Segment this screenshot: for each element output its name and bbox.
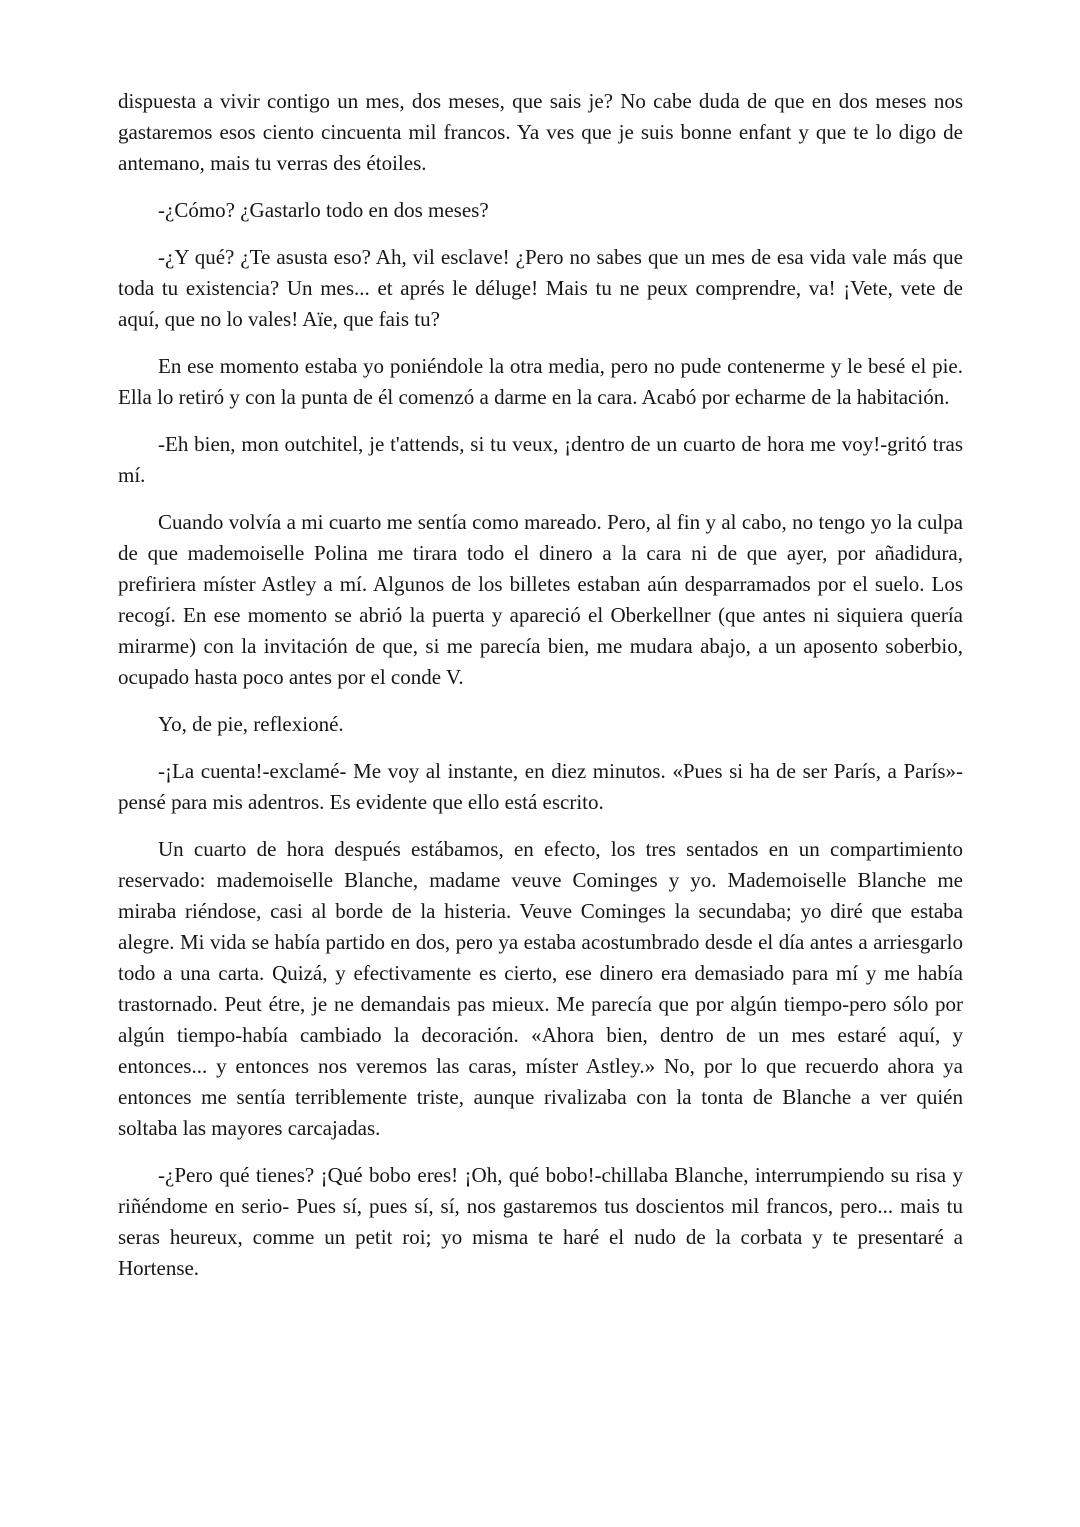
paragraph-9: Un cuarto de hora después estábamos, en efecto, los tres sentados en un compartimiento reservado: mademoiselle Blanche, madame veuve Cominges y yo. Mademoiselle Blanche me miraba riéndose, casi al borde de la histeria. Veuve Cominges la secundaba; yo diré que estaba alegre. Mi vida se había partido en dos, pero ya estaba acostumbrado desde el día antes a arriesgarlo todo a una carta. Quizá, y efectivamente es cierto, ese dinero era demasiado para mí y me había trastornado. Peut étre, je ne demandais pas mieux. Me parecía que por algún tiempo-pero sólo por algún tiempo-había cambiado la decoración. «Ahora bien, dentro de un mes estaré aquí, y entonces... y entonces nos veremos las caras, míster Astley.» No, por lo que recuerdo ahora ya entonces me sentía terriblemente triste, aunque rivalizaba con la tonta de Blanche a ver quién soltaba las mayores carcajadas. <box>118 837 963 1140</box>
paragraph-6: Cuando volvía a mi cuarto me sentía como mareado. Pero, al fin y al cabo, no tengo yo la culpa de que mademoiselle Polina me tirara todo el dinero a la cara ni de que ayer, por añadidura, prefiriera míster Astley a mí. Algunos de los billetes estaban aún desparramados por el suelo. Los recogí. En ese momento se abrió la puerta y apareció el Oberkellner (que antes ni siquiera quería mirarme) con la invitación de que, si me parecía bien, me mudara abajo, a un aposento soberbio, ocupado hasta poco antes por el conde V. <box>118 510 963 689</box>
paragraph-3: -¿Y qué? ¿Te asusta eso? Ah, vil esclave! ¿Pero no sabes que un mes de esa vida vale más que toda tu existencia? Un mes... et aprés le déluge! Mais tu ne peux comprendre, va! ¡Vete, vete de aquí, que no lo vales! Aïe, que fais tu? <box>118 245 963 331</box>
text-content <box>118 86 963 1284</box>
paragraph-1: dispuesta a vivir contigo un mes, dos meses, que sais je? No cabe duda de que en dos meses nos gastaremos esos ciento cincuenta mil francos. Ya ves que je suis bonne enfant y que te lo digo de antemano, mais tu verras des étoiles. <box>118 89 963 175</box>
paragraph-10: -¿Pero qué tienes? ¡Qué bobo eres! ¡Oh, qué bobo!-chillaba Blanche, interrumpiendo su risa y riñéndome en serio- Pues sí, pues sí, sí, nos gastaremos tus doscientos mil francos, pero... mais tu seras heureux, comme un petit roi; yo misma te haré el nudo de la corbata y te presentaré a Hortense. <box>118 1163 963 1280</box>
paragraph-4: En ese momento estaba yo poniéndole la otra media, pero no pude contenerme y le besé el pie. Ella lo retiró y con la punta de él comenzó a darme en la cara. Acabó por echarme de la habitación. <box>118 354 963 409</box>
paragraph-2: -¿Cómo? ¿Gastarlo todo en dos meses? <box>158 198 489 222</box>
paragraph-8: -¡La cuenta!-exclamé- Me voy al instante, en diez minutos. «Pues si ha de ser París, a París»-pensé para mis adentros. Es evidente que ello está escrito. <box>118 759 963 814</box>
paragraph-5: -Eh bien, mon outchitel, je t'attends, si tu veux, ¡dentro de un cuarto de hora me voy!-gritó tras mí. <box>118 432 963 487</box>
paragraph-7: Yo, de pie, reflexioné. <box>158 712 344 736</box>
